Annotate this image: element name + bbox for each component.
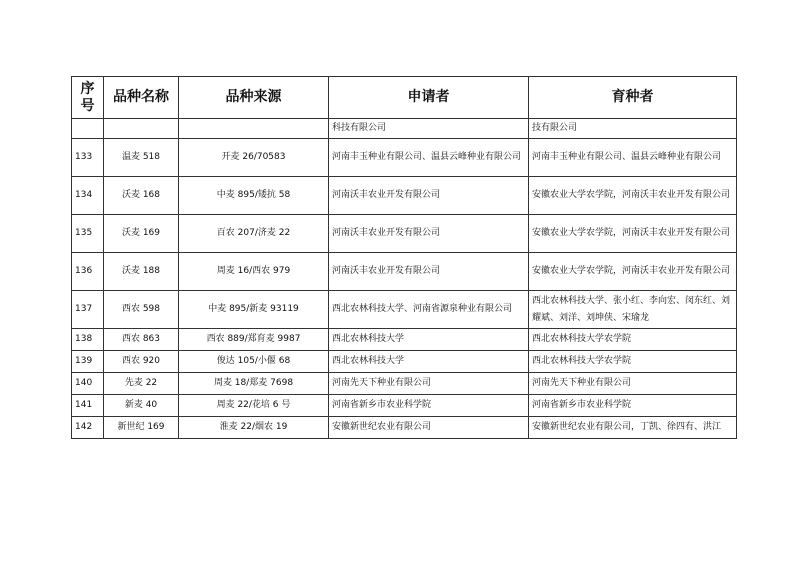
cell-name: 先麦 22 [104,373,179,395]
table-row [72,177,737,215]
table-row [72,373,737,395]
table-row [72,119,737,139]
cell-applicant: 河南丰玉种业有限公司、温县云峰种业有限公司 [329,139,529,177]
table-row [72,417,737,439]
cell-num: 134 [72,177,104,215]
cell-breeder: 西北农林科技大学农学院 [529,351,737,373]
cell-num: 136 [72,253,104,291]
cell-source [179,119,329,139]
cell-applicant: 河南沃丰农业开发有限公司 [329,253,529,291]
table-row [72,351,737,373]
cell-applicant: 西北农林科技大学 [329,351,529,373]
cell-breeder: 西北农林科技大学农学院 [529,329,737,351]
cell-name: 沃麦 169 [104,215,179,253]
table-header-row [72,77,737,119]
cell-source: 西农 889/郑育麦 9987 [179,329,329,351]
cell-breeder: 安徽农业大学农学院，河南沃丰农业开发有限公司 [529,215,737,253]
table-row [72,215,737,253]
cell-source: 淮麦 22/烟农 19 [179,417,329,439]
cell-applicant: 西北农林科技大学、河南省源泉种业有限公司 [329,291,529,329]
cell-breeder: 河南先天下种业有限公司 [529,373,737,395]
header-source: 品种来源 [179,77,329,119]
header-breeder: 育种者 [529,77,737,119]
cell-source: 中麦 895/矮抗 58 [179,177,329,215]
cell-source: 中麦 895/新麦 93119 [179,291,329,329]
table-body [72,119,737,439]
cell-name: 沃麦 188 [104,253,179,291]
cell-breeder: 安徽新世纪农业有限公司，丁凯、徐四有、洪江 [529,417,737,439]
cell-source: 百农 207/济麦 22 [179,215,329,253]
cell-name: 西农 920 [104,351,179,373]
cell-name: 沃麦 168 [104,177,179,215]
cell-source: 周麦 22/花培 6 号 [179,395,329,417]
cell-source: 开麦 26/70583 [179,139,329,177]
cell-applicant: 科技有限公司 [329,119,529,139]
cell-num: 142 [72,417,104,439]
cell-breeder: 技有限公司 [529,119,737,139]
cell-num: 137 [72,291,104,329]
cell-breeder: 西北农林科技大学、张小红、李向宏、闵东红、刘耀斌、刘洋、刘坤侠、宋瑜龙 [529,291,737,329]
cell-num: 135 [72,215,104,253]
cell-applicant: 河南沃丰农业开发有限公司 [329,177,529,215]
cell-breeder: 河南省新乡市农业科学院 [529,395,737,417]
variety-table [71,76,737,439]
header-name: 品种名称 [104,77,179,119]
cell-num [72,119,104,139]
cell-num: 139 [72,351,104,373]
cell-name: 新麦 40 [104,395,179,417]
cell-num: 138 [72,329,104,351]
cell-name [104,119,179,139]
header-applicant: 申请者 [329,77,529,119]
cell-applicant: 河南省新乡市农业科学院 [329,395,529,417]
cell-applicant: 安徽新世纪农业有限公司 [329,417,529,439]
cell-source: 周麦 16/西农 979 [179,253,329,291]
table-row [72,395,737,417]
cell-applicant: 河南先天下种业有限公司 [329,373,529,395]
cell-breeder: 安徽农业大学农学院，河南沃丰农业开发有限公司 [529,253,737,291]
table-row [72,291,737,329]
table-row [72,253,737,291]
cell-applicant: 河南沃丰农业开发有限公司 [329,215,529,253]
cell-name: 西农 598 [104,291,179,329]
cell-num: 140 [72,373,104,395]
cell-breeder: 安徽农业大学农学院，河南沃丰农业开发有限公司 [529,177,737,215]
table-row [72,329,737,351]
header-num: 序号 [72,77,104,119]
cell-breeder: 河南丰玉种业有限公司、温县云峰种业有限公司 [529,139,737,177]
cell-num: 133 [72,139,104,177]
table-row [72,139,737,177]
cell-num: 141 [72,395,104,417]
cell-source: 俊达 105/小偃 68 [179,351,329,373]
cell-source: 周麦 18/郑麦 7698 [179,373,329,395]
cell-name: 温麦 518 [104,139,179,177]
cell-name: 西农 863 [104,329,179,351]
cell-applicant: 西北农林科技大学 [329,329,529,351]
cell-name: 新世纪 169 [104,417,179,439]
